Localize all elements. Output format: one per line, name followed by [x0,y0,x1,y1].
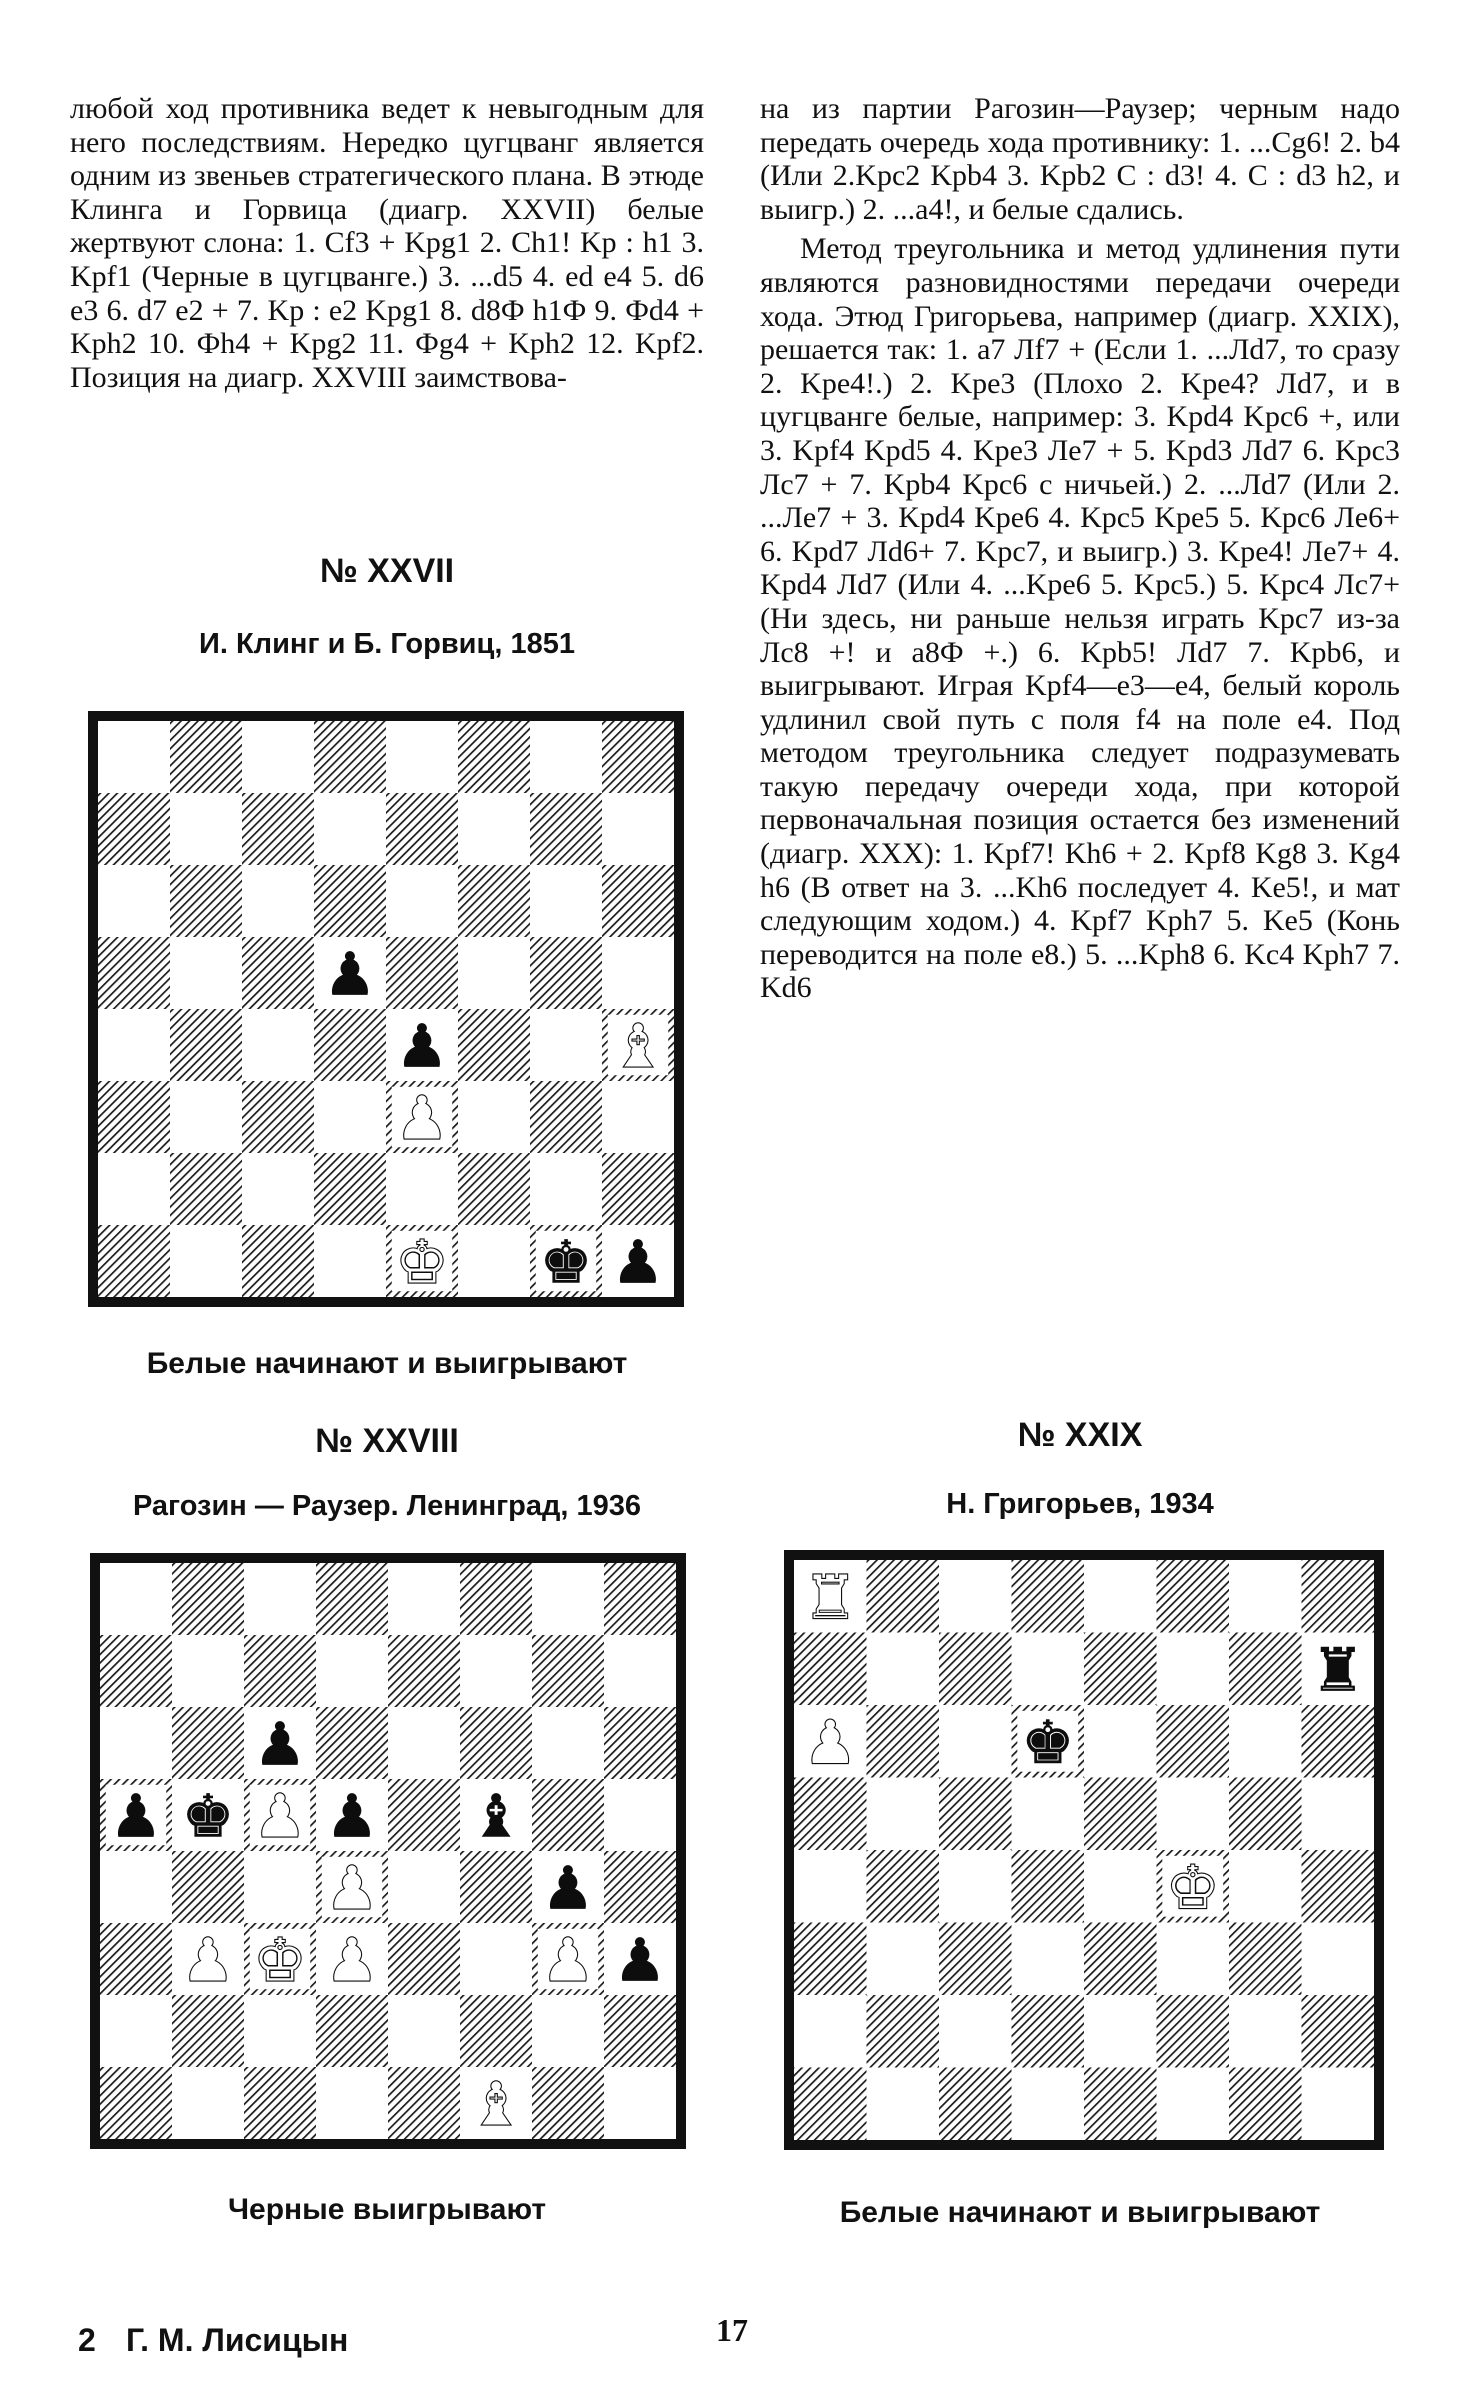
dark-square [1012,1995,1085,2068]
white-king-piece: ♚ [395,1227,449,1297]
dark-square [388,1779,460,1851]
white-rook-piece: ♜ [803,1564,857,1633]
dark-square [939,1778,1012,1851]
white-pawn-piece: ♟ [541,1925,595,1995]
dark-square [1302,1995,1375,2068]
black-pawn-piece: ♟ [323,939,377,1009]
dark-square [172,1851,244,1923]
dark-square [460,1707,532,1779]
dark-square [1302,1705,1375,1778]
diagram-caption: Черные выигрывают [227,2193,547,2226]
white-pawn-piece: ♟ [803,1709,857,1778]
dark-square [1302,1560,1375,1633]
left-text-column [70,92,704,394]
dark-square [1084,1633,1157,1706]
dark-square [867,1705,940,1778]
dark-square [316,1563,388,1635]
black-pawn-piece: ♟ [541,1853,595,1923]
dark-square [1229,1923,1302,1996]
dark-square [316,1707,388,1779]
black-rook-piece: ♜ [1311,1636,1365,1706]
author-name: Г. М. Лисицын [126,2322,349,2358]
dark-square [170,865,242,937]
dark-square [172,1995,244,2067]
dark-square [172,1707,244,1779]
dark-square [100,1635,172,1707]
dark-square [939,2068,1012,2141]
dark-square [604,1995,676,2067]
dark-square [604,1563,676,1635]
black-king-piece: ♚ [539,1227,593,1297]
dark-square [794,1778,867,1851]
diagram-subtitle: И. Клинг и Б. Горвиц, 1851 [199,628,575,660]
dark-square [604,1707,676,1779]
dark-square [867,1560,940,1633]
dark-square [602,721,674,793]
black-king-piece: ♚ [181,1781,235,1851]
black-pawn-piece: ♟ [325,1781,379,1851]
white-pawn-piece: ♟ [181,1925,235,1995]
paragraph: на из партии Рагозин—Раузер; черным надо передать очередь хода противнику: 1. ...Cg6! 2. b4 (Или 2.Kpc2 Kpb4 3. Kpb2 C : d3! 4. C : d3 h2, и выигр.) 2. ...a4!, и белые сдались. [760,92,1400,226]
dark-square [314,721,386,793]
diagram-caption: Белые начинают и выигрывают [839,2196,1321,2229]
dark-square [98,1225,170,1297]
dark-square [602,1153,674,1225]
dark-square [386,793,458,865]
dark-square [1084,2068,1157,2141]
dark-square [242,793,314,865]
dark-square [1229,1633,1302,1706]
white-pawn-piece: ♟ [395,1083,449,1153]
dark-square [244,2067,316,2139]
dark-square [242,937,314,1009]
diagram-number: № XXVIII [315,1422,459,1460]
dark-square [314,865,386,937]
white-pawn-piece: ♟ [325,1925,379,1995]
dark-square [170,1153,242,1225]
dark-square [1157,1560,1230,1633]
dark-square [460,1563,532,1635]
dark-square [100,1923,172,1995]
dark-square [867,1850,940,1923]
white-bishop-piece: ♝ [469,2069,523,2139]
dark-square [98,793,170,865]
white-bishop-piece: ♝ [611,1011,665,1081]
dark-square [794,1633,867,1706]
black-pawn-piece: ♟ [611,1227,665,1297]
dark-square [98,1081,170,1153]
signature-mark: 2 [78,2322,96,2358]
dark-square [1302,1850,1375,1923]
dark-square [316,1995,388,2067]
diagram-subtitle: Н. Григорьев, 1934 [946,1488,1214,1520]
dark-square [867,1995,940,2068]
dark-square [1229,1778,1302,1851]
dark-square [1084,1778,1157,1851]
black-pawn-piece: ♟ [395,1011,449,1081]
dark-square [458,1009,530,1081]
dark-square [172,1563,244,1635]
diagram-number: № XXIX [1017,1416,1143,1454]
dark-square [532,1779,604,1851]
dark-square [460,1995,532,2067]
dark-square [244,1635,316,1707]
page-number: 17 [716,2312,748,2348]
dark-square [458,1153,530,1225]
black-pawn-piece: ♟ [253,1709,307,1779]
dark-square [170,1009,242,1081]
dark-square [939,1633,1012,1706]
white-king-piece: ♚ [253,1925,307,1995]
black-bishop-piece: ♝ [469,1781,523,1851]
dark-square [530,1081,602,1153]
dark-square [388,2067,460,2139]
dark-square [604,1851,676,1923]
chess-board [90,1553,686,2149]
white-king-piece: ♚ [1166,1854,1220,1923]
dark-square [530,793,602,865]
diagram-caption: Белые начинают и выигрывают [146,1347,628,1380]
dark-square [388,1923,460,1995]
dark-square [1084,1923,1157,1996]
dark-square [532,1635,604,1707]
dark-square [458,721,530,793]
white-pawn-piece: ♟ [253,1781,307,1851]
diagram-number: № XXVII [319,552,455,590]
dark-square [1157,1705,1230,1778]
chess-board [784,1550,1384,2150]
paragraph: любой ход противника ведет к невыгодным для него последствиям. Нередко цугцванг является одним из звеньев стратегического плана. В этюде Клинга и Горвица (диагр. XXVII) белые жертвуют слона: 1. Cf3 + Kpg1 2. Ch1! Kp : h1 3. Kpf1 (Черные в цугцванге.) 3. ...d5 4. ed e4 5. d6 e3 6. d7 e2 + 7. Kp : e2 Kpg1 8. d8Ф h1Ф 9. Фd4 + Kph2 10. Фh4 + Kpg2 11. Фg4 + Kph2 12. Kpf2. Позиция на диагр. XXVIII заимствова- [70,92,704,394]
dark-square [170,721,242,793]
dark-square [1012,1850,1085,1923]
black-king-piece: ♚ [1021,1709,1075,1778]
right-text-column [760,92,1400,1005]
dark-square [530,937,602,1009]
dark-square [100,2067,172,2139]
diagram-subtitle: Рагозин — Раузер. Ленинград, 1936 [132,1490,642,1522]
paragraph: Метод треугольника и метод удлинения пути являются разновидностями передачи очереди хода. Этюд Григорьева, например (диагр. XXIX), решается так: 1. a7 Лf7 + (Если 1. ...Лd7, то сразу 2. Kpe4!.) 2. Kpe3 (Плохо 2. Kpe4? Лd7, и в цугцванге белые, например: 3. Kpd4 Kpc6 +, или 3. Kpf4 Kpd5 4. Kpe3 Лe7 + 5. Kpd3 Лd7 6. Kpc3 Лc7 + 7. Kpb4 Kpc6 с ничьей.) 2. ...Лd7 (Или 2. ...Лe7 + 3. Kpd4 Kpe6 4. Kpc5 Kpe5 5. Kpc6 Лe6+ 6. Kpd7 Лd6+ 7. Kpc7, и выигр.) 3. Kpe4! Лe7+ 4. Kpd4 Лd7 (Или 4. ...Kpe6 5. Kpc5.) 5. Kpc4 Лc7+ (Ни здесь, ни раньше нельзя играть Kpc7 из-за Лc8 +! и a8Ф +.) 6. Kpb5! Лd7 7. Kpb6, и выигрывают. Играя Kpf4—e3—e4, белый король удлинил свой путь с поля f4 на поле e4. Под методом треугольника следует подразумевать такую передачу очереди хода, при которой первоначальная позиция остается без изменений (диагр. XXX): 1. Kpf7! Kh6 + 2. Kpf8 Kg8 3. Kg4 h6 (В ответ на 3. ...Kh6 последует 4. Ke5!, и мат следующим ходом.) 4. Kpf7 Kph7 5. Ke5 (Конь переводится на поле e8.) 5. ...Kph8 6. Kc4 Kph7 7. Kd6 [760,232,1400,1005]
dark-square [458,865,530,937]
dark-square [794,1923,867,1996]
black-pawn-piece: ♟ [109,1781,163,1851]
dark-square [98,937,170,1009]
dark-square [314,1009,386,1081]
black-pawn-piece: ♟ [613,1925,667,1995]
chess-board [88,711,684,1307]
dark-square [602,865,674,937]
dark-square [1157,1995,1230,2068]
dark-square [532,2067,604,2139]
dark-square [314,1153,386,1225]
dark-square [939,1923,1012,1996]
dark-square [242,1225,314,1297]
white-pawn-piece: ♟ [325,1853,379,1923]
dark-square [794,2068,867,2141]
dark-square [1012,1560,1085,1633]
dark-square [1229,2068,1302,2141]
dark-square [386,937,458,1009]
dark-square [388,1635,460,1707]
dark-square [242,1081,314,1153]
dark-square [460,1851,532,1923]
